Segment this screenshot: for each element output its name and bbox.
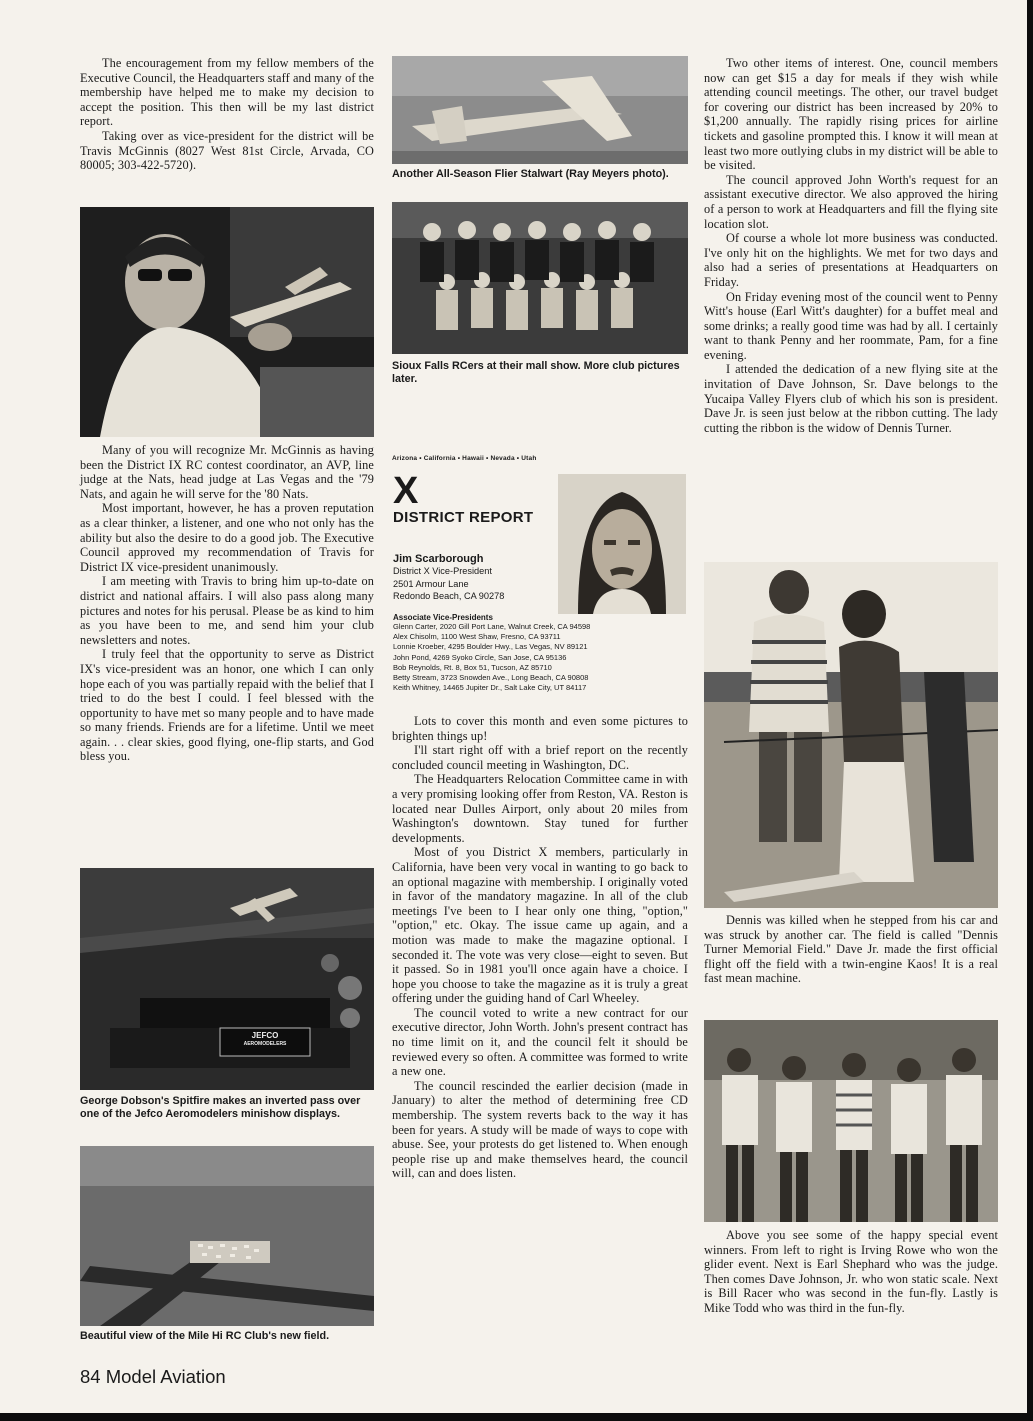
sign-line: AEROMODELERS <box>243 1041 287 1047</box>
photo-spitfire-display <box>80 868 374 1090</box>
caption-all-season: Another All-Season Flier Stalwart (Ray Meyers photo). <box>392 168 669 180</box>
caption-spitfire: George Dobson's Spitfire makes an inverted pass over one of the Jefco Aeromodelers minishow displays. <box>80 1095 361 1120</box>
paragraph: I am meeting with Travis to bring him up-to-date on district and national affairs. I will also pass along many pictures and notes for his perusal. Please be as kind to him as you have been to me, and send him your club newsletters and notes. <box>80 574 374 647</box>
photo-all-season-flier <box>392 56 688 164</box>
photo-sioux-falls-group <box>392 202 688 354</box>
col1-bottom-text <box>80 443 374 764</box>
scan-edge-right <box>1027 0 1033 1421</box>
photo-all-season-flier-image <box>392 56 688 164</box>
photo-ribbon-cutting <box>704 562 998 908</box>
paragraph: Of course a whole lot more business was conducted. I've only hit on the highlights. We met for two days and also had a series of presentations at Headquarters on Friday. <box>704 231 998 289</box>
assoc-entry: Lonnie Kroeber, 4295 Boulder Hwy., Las Vegas, NV 89121 <box>393 642 588 652</box>
photo-jim-scarborough <box>558 474 686 614</box>
col3-mid-text <box>704 913 998 986</box>
district-letter: X <box>393 470 419 512</box>
paragraph: On Friday evening most of the council went to Penny Witt's house (Earl Witt's daughter) for a buffet meal and some drinks; a really good time was had by all. I certainly want to thank Penny and her roommate, Pam, for a fine evening. <box>704 289 998 362</box>
paragraph: The Headquarters Relocation Committee came in with a very promising looking offer from Reston, VA. Reston is located near Dulles Airport, only about 20 miles from Washington's downtown. Stay tuned for further developments. <box>392 772 688 845</box>
photo-spitfire-display-image <box>80 868 374 1090</box>
paragraph: Taking over as vice-president for the district will be Travis McGinnis (8027 West 81st Circle, Arvada, CO 80005; 303-422-5720). <box>80 128 374 173</box>
assoc-entry: Alex Chisolm, 1100 West Shaw, Fresno, CA 93711 <box>393 632 561 642</box>
vp-address: 2501 Armour Lane <box>393 578 469 589</box>
states-list: Arizona • California • Hawaii • Nevada • Utah <box>392 455 537 462</box>
paragraph: I'll start right off with a brief report on the recently concluded council meeting in Washington, DC. <box>392 743 688 772</box>
vp-name: Jim Scarborough <box>393 553 484 565</box>
paragraph: Most important, however, he has a proven reputation as a clear thinker, a listener, and one who not only has the ability but also the desire to do a good job. The Executive Council approved my recommendation of Travis for District IX vice-president unanimously. <box>80 501 374 574</box>
col1-top-text <box>80 56 374 173</box>
paragraph: Above you see some of the happy special event winners. From left to right is Irving Rowe who won the glider event. Next is Earl Shephard who was the judge. Then comes Dave Johnson, Jr. who won static scale. Next is Bill Racer who was second in the fun-fly. Lastly is Mike Todd who was third in the fun-fly. <box>704 1228 998 1315</box>
sign-line: JEFCO <box>251 1031 279 1040</box>
paragraph: The council rescinded the earlier decision (made in January) to alter the method of determining free CD membership. The system reverts back to the way it has been for years. A study will be made of ways to cope with abuse. See, your protests do get listened to. When enough people rise up and make themselves heard, the council will, can and does listen. <box>392 1078 688 1181</box>
assoc-entry: Keith Whitney, 14465 Jupiter Dr., Salt Lake City, UT 84117 <box>393 683 587 693</box>
vp-contact <box>393 553 553 603</box>
paragraph: Lots to cover this month and even some pictures to brighten things up! <box>392 714 688 743</box>
assoc-entry: Betty Stream, 3723 Snowden Ave., Long Beach, CA 90808 <box>393 673 589 683</box>
jefco-sign <box>222 1031 308 1048</box>
photo-mile-hi-field-image <box>80 1146 374 1326</box>
assoc-entry: Bob Reynolds, Rt. 8, Box 51, Tucson, AZ 85710 <box>393 662 552 672</box>
photo-travis-mcginnis <box>80 207 374 437</box>
paragraph: The encouragement from my fellow members of the Executive Council, the Headquarters staff and many of the membership have helped me to make my decision to accept the position. This then will be my last district report. <box>80 56 375 129</box>
district-x-header <box>392 455 688 462</box>
photo-event-winners-image <box>704 1020 998 1222</box>
paragraph: Two other items of interest. One, council members now can get $15 a day for meals if they wish while attending council meetings. The other, our travel budget for covering our district has been increased by 20% to $1,200 annually. The rapidly rising prices for airline tickets and gasoline prompted this. I know it will mean at least two more outlying clubs in my district will be able to be visited. <box>704 56 998 173</box>
associate-vps <box>393 613 689 693</box>
caption-mile-hi: Beautiful view of the Mile Hi RC Club's new field. <box>80 1330 330 1342</box>
paragraph: I truly feel that the opportunity to serve as District IX's vice-president was an honor, one which I can only hope each of you was partially repaid with the belief that I tried to do the best I could. I feel blessed with the opportunity to have met so many people and to have made so many friends. Friends are for a lifetime. Until we meet again. . . clear skies, good flying, one-flip starts, and God bless you. <box>80 647 374 764</box>
col2-body-text <box>392 714 688 1181</box>
caption-sioux-falls: Sioux Falls RCers at their mall show. More club pictures later. <box>392 360 680 385</box>
photo-travis-mcginnis-image <box>80 207 374 437</box>
col3-bottom-text <box>704 1228 998 1316</box>
paragraph: I attended the dedication of a new flying site at the invitation of Dave Johnson, Sr. Dave belongs to the Yucaipa Valley Flyers club of which his son is president. Dave Jr. is seen just below at the ribbon cutting. The lady cutting the ribbon is the widow of Dennis Turner. <box>704 362 998 435</box>
assoc-entry: Glenn Carter, 2020 Gill Port Lane, Walnut Creek, CA 94598 <box>393 622 591 631</box>
photo-ribbon-cutting-image <box>704 562 998 908</box>
photo-sioux-falls-group-image <box>392 202 688 354</box>
paragraph: The council approved John Worth's request for an assistant executive director. We also approved the hiring of a person to work at Headquarters and fill the flying site location slot. <box>704 172 998 231</box>
district-title: DISTRICT REPORT <box>393 509 534 526</box>
scan-edge-bottom <box>0 1413 1033 1421</box>
photo-jim-scarborough-image <box>558 474 686 614</box>
paragraph: The council voted to write a new contract for our executive director, John Worth. John's present contract has no time limit on it, and the council felt it should be reviewed every so often. A committee was formed to write a new one. <box>392 1005 688 1079</box>
paragraph: Many of you will recognize Mr. McGinnis as having been the District IX RC contest coordinator, an AVP, line judge at the Nats, head judge at Las Vegas and the '79 Nats, and again he will serve for the '80 Nats. <box>80 443 374 501</box>
photo-mile-hi-field <box>80 1146 374 1326</box>
paragraph: Dennis was killed when he stepped from his car and was struck by another car. The field is called "Dennis Turner Memorial Field." Dave Jr. made the first official flight off the field with a twin-engine Kaos! It is a real fast mean machine. <box>704 913 998 986</box>
assoc-heading: Associate Vice-Presidents <box>393 613 493 622</box>
assoc-entry: John Pond, 4269 Syoko Circle, San Jose, CA 95136 <box>393 652 567 662</box>
page-footer: 84 Model Aviation <box>80 1366 226 1387</box>
col3-top-text <box>704 56 998 435</box>
vp-address: Redondo Beach, CA 90278 <box>393 591 505 602</box>
photo-event-winners <box>704 1020 998 1222</box>
paragraph: Most of you District X members, particularly in California, have been very vocal in wanting to go back to an optional magazine with membership. I originally voted in favor of the mandatory magazine. In all of the club meetings I've been to I hear only one thing, "option," "option," etc. Okay. The issue came up again, and a motion was made to make the magazine optional. I seconded it. The vote was very close—eight to seven. But it passed. So in 1981 you'll once again have a choice. I hope you choose to take the magazine as it is truly a great offering under the guiding hand of Carl Wheeley. <box>392 845 688 1006</box>
vp-title: District X Vice-President <box>393 566 492 576</box>
